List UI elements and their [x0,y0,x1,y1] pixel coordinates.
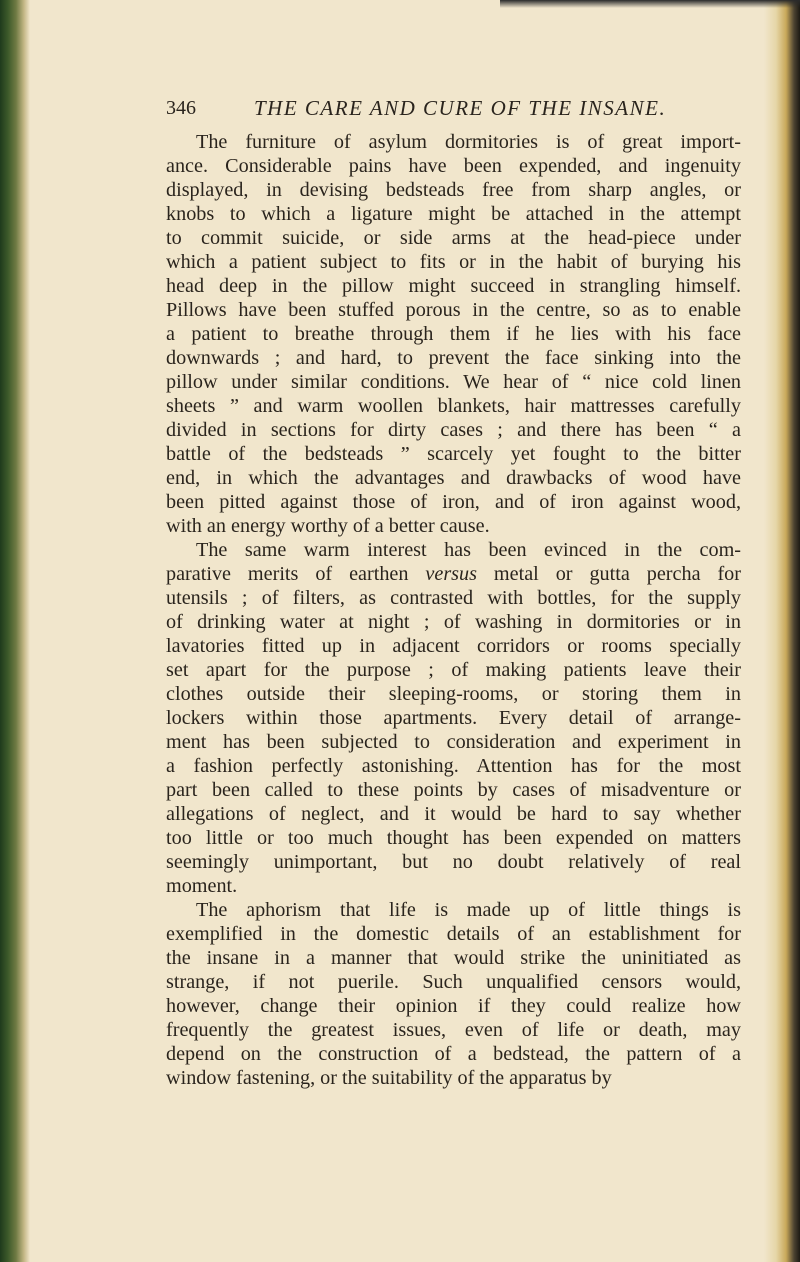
text-line: with an energy worthy of a better cause. [166,515,490,537]
text-line: too little or too much thought has been expended on matters [166,827,741,849]
book-binding-left-edge [0,0,30,1262]
text-line: a patient to breathe through them if he lies with his face [166,323,741,345]
text-line: displayed, in devising bedsteads free from sharp angles, or [166,179,741,201]
text-line: which a patient subject to fits or in the habit of burying his [166,251,741,273]
text-line: knobs to which a ligature might be attached in the attempt [166,203,741,225]
text-line: to commit suicide, or side arms at the head-piece under [166,227,741,249]
text-line: The same warm interest has been evinced in the com- [196,539,741,561]
text-line: head deep in the pillow might succeed in strangling himself. [166,275,741,297]
text-line: set apart for the purpose ; of making patients leave their [166,659,741,681]
text-line: utensils ; of filters, as contrasted with bottles, for the supply [166,587,741,609]
text-line: The furniture of asylum dormitories is of great import- [196,131,741,153]
text-line: parative merits of earthen versus metal or gutta percha for [166,563,741,585]
text-line: end, in which the advantages and drawbacks of wood have [166,467,741,489]
text-line: The aphorism that life is made up of little things is [196,899,741,921]
text-line: clothes outside their sleeping-rooms, or storing them in [166,683,741,705]
running-head [166,86,741,130]
text-line: lavatories fitted up in adjacent corridors or rooms specially [166,635,741,657]
text-line: moment. [166,875,238,897]
paragraph [166,538,741,898]
text-line: however, change their opinion if they could realize how [166,995,741,1017]
paragraph [166,130,741,538]
text-line: a fashion perfectly astonishing. Attention has for the most [166,755,741,777]
running-title: THE CARE AND CURE OF THE INSANE. [254,96,667,120]
text-line: pillow under similar conditions. We hear of “ nice cold linen [166,371,741,393]
text-line: depend on the construction of a bedstead, the pattern of a [166,1043,741,1065]
page-number: 346 [166,97,196,119]
text-line: the insane in a manner that would strike the uninitiated as [166,947,741,969]
text-line: ance. Considerable pains have been expended, and ingenuity [166,155,741,177]
text-line: seemingly unimportant, but no doubt relatively of real [166,851,741,873]
text-line: exemplified in the domestic details of an establishment for [166,923,741,945]
top-shadow [500,0,800,8]
text-line: ment has been subjected to consideration and experiment in [166,731,741,753]
text-line: allegations of neglect, and it would be hard to say whether [166,803,741,825]
book-page [166,86,741,1090]
body-text [166,130,741,1090]
text-line: been pitted against those of iron, and of iron against wood, [166,491,741,513]
text-line: downwards ; and hard, to prevent the face sinking into the [166,347,741,369]
text-line: Pillows have been stuffed porous in the centre, so as to enable [166,299,741,321]
text-line: divided in sections for dirty cases ; and there has been “ a [166,419,741,441]
text-line: strange, if not puerile. Such unqualified censors would, [166,971,741,993]
text-line: sheets ” and warm woollen blankets, hair mattresses carefully [166,395,741,417]
page-stack-right-edge [764,0,800,1262]
text-line: part been called to these points by cases of misadventure or [166,779,741,801]
italic-word: versus [425,563,477,585]
text-line: window fastening, or the suitability of the apparatus by [166,1067,612,1089]
text-line: lockers within those apartments. Every detail of arrange- [166,707,741,729]
text-line: of drinking water at night ; of washing in dormitories or in [166,611,741,633]
text-line: battle of the bedsteads ” scarcely yet fought to the bitter [166,443,741,465]
text-line: frequently the greatest issues, even of life or death, may [166,1019,741,1041]
paragraph [166,898,741,1090]
